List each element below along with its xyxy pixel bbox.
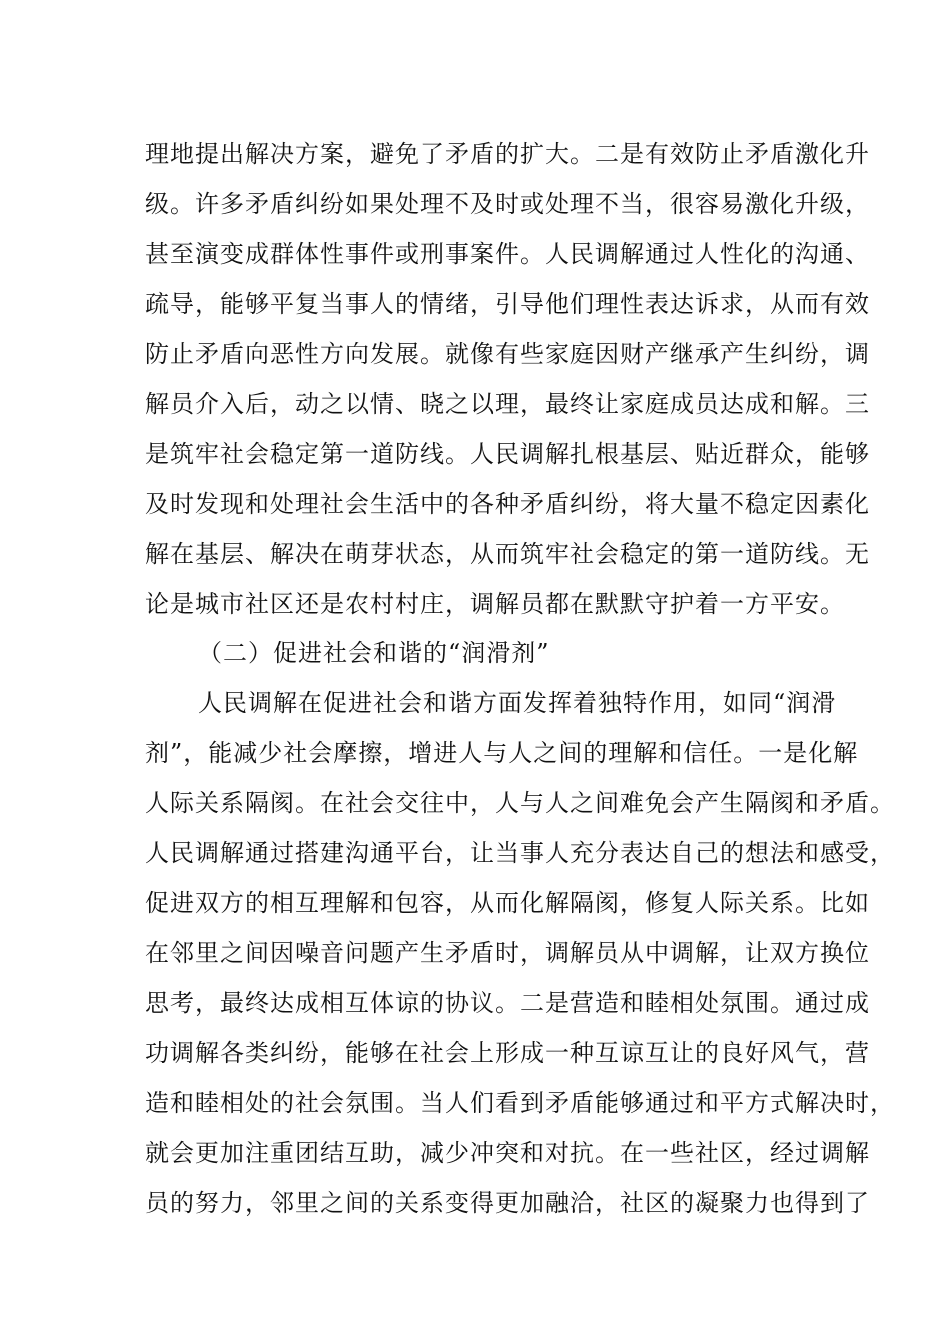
text-line: 思考，最终达成相互体谅的协议。二是营造和睦相处氛围。通过成 bbox=[145, 989, 870, 1017]
paragraph-first-line: 人民调解在促进社会和谐方面发挥着独特作用，如同“润滑 bbox=[198, 689, 837, 717]
text-line: 及时发现和处理社会生活中的各种矛盾纠纷，将大量不稳定因素化 bbox=[145, 490, 870, 518]
text-line: 造和睦相处的社会氛围。当人们看到矛盾能够通过和平方式解决时， bbox=[145, 1089, 895, 1117]
text-line: 级。许多矛盾纠纷如果处理不及时或处理不当，很容易激化升级， bbox=[145, 190, 870, 218]
text-line: 功调解各类纠纷，能够在社会上形成一种互谅互让的良好风气，营 bbox=[145, 1039, 870, 1067]
text-line: 论是城市社区还是农村村庄，调解员都在默默守护着一方平安。 bbox=[145, 590, 845, 618]
text-line: 员的努力，邻里之间的关系变得更加融洽，社区的凝聚力也得到了 bbox=[145, 1189, 870, 1217]
text-line: 剂”，能减少社会摩擦，增进人与人之间的理解和信任。一是化解 bbox=[145, 739, 859, 767]
section-heading: （二）促进社会和谐的“润滑剂” bbox=[198, 639, 550, 667]
text-line: 理地提出解决方案，避免了矛盾的扩大。二是有效防止矛盾激化升 bbox=[145, 140, 870, 168]
text-line: 人际关系隔阂。在社会交往中，人与人之间难免会产生隔阂和矛盾。 bbox=[145, 789, 895, 817]
text-line: 是筑牢社会稳定第一道防线。人民调解扎根基层、贴近群众，能够 bbox=[145, 440, 870, 468]
text-line: 就会更加注重团结互助，减少冲突和对抗。在一些社区，经过调解 bbox=[145, 1139, 870, 1167]
text-line: 解在基层、解决在萌芽状态，从而筑牢社会稳定的第一道防线。无 bbox=[145, 540, 870, 568]
text-line: 人民调解通过搭建沟通平台，让当事人充分表达自己的想法和感受， bbox=[145, 839, 895, 867]
text-line: 疏导，能够平复当事人的情绪，引导他们理性表达诉求，从而有效 bbox=[145, 290, 870, 318]
text-line: 促进双方的相互理解和包容，从而化解隔阂，修复人际关系。比如 bbox=[145, 889, 870, 917]
text-line: 防止矛盾向恶性方向发展。就像有些家庭因财产继承产生纠纷，调 bbox=[145, 340, 870, 368]
text-line: 甚至演变成群体性事件或刑事案件。人民调解通过人性化的沟通、 bbox=[145, 240, 870, 268]
text-line: 在邻里之间因噪音问题产生矛盾时，调解员从中调解，让双方换位 bbox=[145, 939, 870, 967]
text-line: 解员介入后，动之以情、晓之以理，最终让家庭成员达成和解。三 bbox=[145, 390, 870, 418]
